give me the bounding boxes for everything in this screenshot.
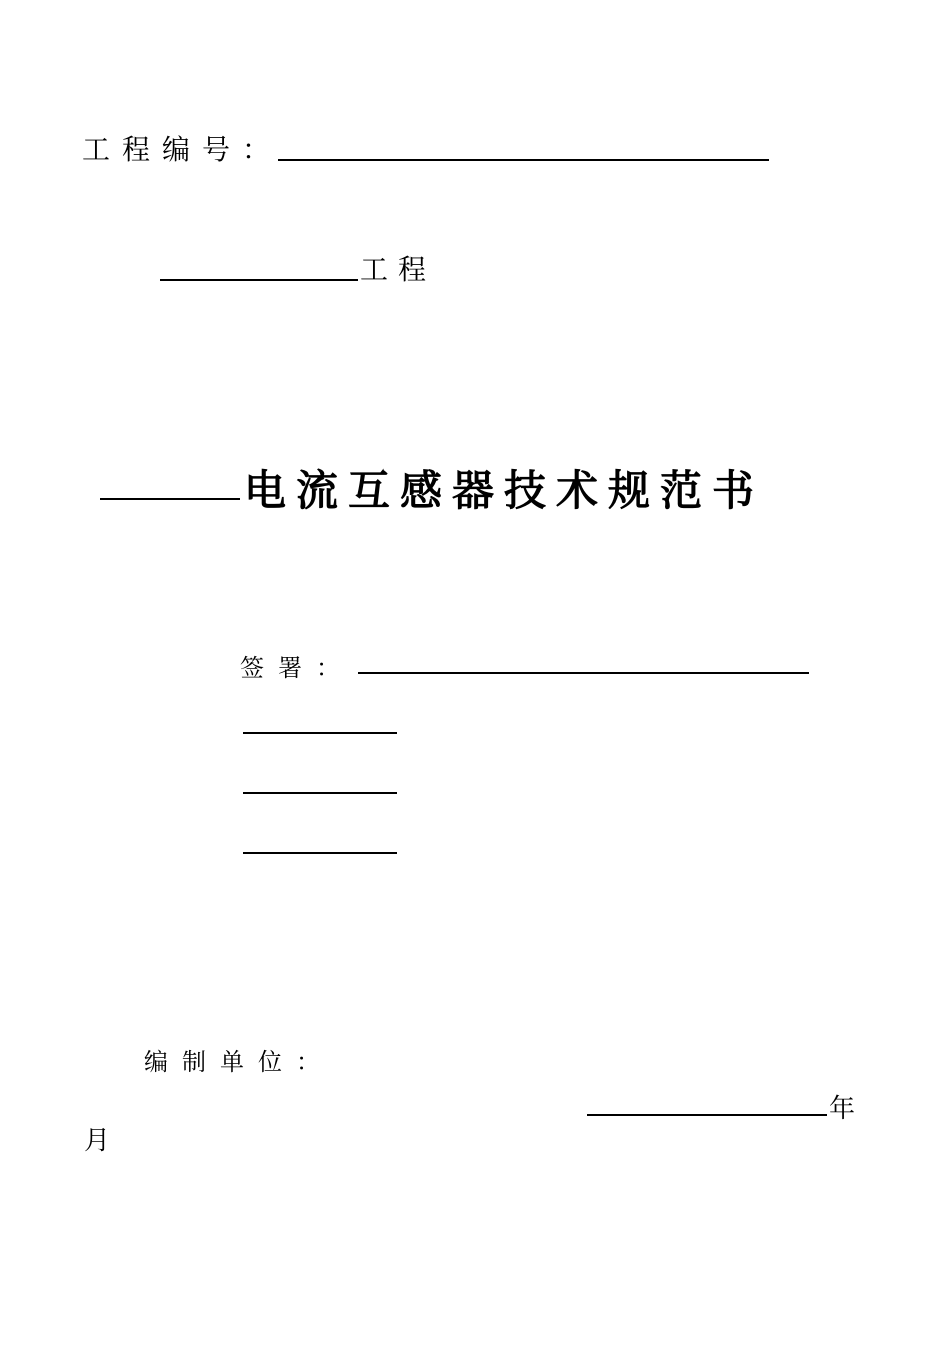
signature-extra-line-3 (243, 852, 397, 854)
project-name-blank-line (160, 279, 358, 281)
project-number-blank-line (278, 159, 769, 161)
year-char: 年 (829, 1094, 856, 1124)
project-number-label: 工程编号： (82, 133, 283, 166)
document-title: 电流互感器技术规范书 (244, 466, 765, 515)
signature-label: 签署： (240, 654, 354, 682)
month-char: 月 (84, 1126, 111, 1156)
project-suffix: 工程 (360, 253, 437, 286)
date-year-blank-line (587, 1114, 827, 1116)
title-prefix-blank-line (100, 498, 240, 500)
compiling-unit-label: 编制单位： (144, 1048, 334, 1076)
signature-blank-line (358, 672, 809, 674)
signature-extra-line-1 (243, 732, 397, 734)
signature-extra-line-2 (243, 792, 397, 794)
